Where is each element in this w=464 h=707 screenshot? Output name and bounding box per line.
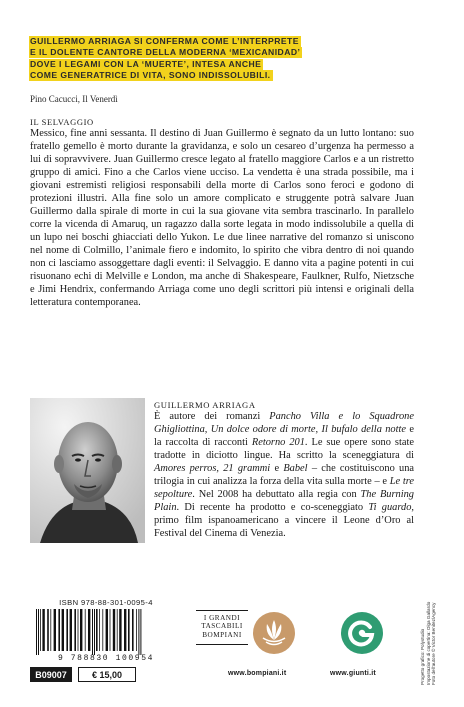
barcode-bar (102, 609, 103, 651)
barcode-bar (66, 609, 68, 651)
barcode-bar (50, 609, 51, 651)
bompiani-url: www.bompiani.it (228, 670, 287, 677)
isbn-barcode (30, 598, 182, 666)
barcode-bar (92, 609, 93, 655)
barcode-bar (94, 609, 95, 655)
quote-line: E IL DOLENTE CANTORE DELLA MODERNA ‘MEXICANIDAD’ (30, 47, 301, 58)
bompiani-logo (253, 612, 295, 654)
isbn-label: ISBN 978-88-301-0095-4 (59, 598, 153, 607)
series-line-1: I GRANDI (203, 614, 241, 622)
credit-line: Impostazione di copertina: Olga Gallardo (425, 601, 431, 685)
barcode-bar (42, 609, 44, 651)
series-rule-top (196, 610, 248, 611)
barcode-bar (54, 609, 56, 651)
quote-attribution: Pino Cacucci, Il Venerdì (30, 94, 118, 104)
product-code: B09007 (30, 667, 72, 682)
barcode-bar (96, 609, 98, 651)
barcode-bar (74, 609, 76, 651)
barcode-bar (78, 609, 79, 651)
quote-line: DOVE I LEGAMI CON LA ‘MUERTE’, INTESA ANCHE (30, 58, 262, 69)
barcode-bar (124, 609, 126, 651)
barcode-bar (47, 609, 49, 651)
series-rule-bottom (196, 644, 248, 645)
giunti-url: www.giunti.it (330, 670, 376, 677)
synopsis-text: Messico, fine anni sessanta. Il destino di Juan Guillermo è segnato da un lutto lontano: suo fratello gemello è morto durante la gravidanza, e solo un cesareo d’urgenza ha permesso a lui di sopravvivere. Juan Guillermo cresce legato al fratello maggiore Carlos e a un ristretto gruppo di amici. Fino a che Carlos viene ucciso. La vendetta è una strada possibile, ma i giovani estremisti religiosi responsabili della morte di Carlos sono feroci e godono di protezioni illustri. Alla fine solo un amore complicato e struggente potrà salvare Juan Guillermo dalla spirale di morte in cui la sua giovane vita sembra trascinarlo. In parallelo corre la vicenda di Amaruq, un ragazzo dalla sorte legata in modo indissolubile a quella di un lupo nei boschi ghiacciati dello Yukon. Le due linee narrative del romanzo si uniscono nel nome di Colmillo, l’animale fiero e indomito, lo spirito che vibra dentro di noi quando non ci lasciamo assoggettare dagli eventi: il Selvaggio. E danno vita a pagine potenti in cui risuonano echi di Melville e London, ma anche di Shakespeare, Faulkner, Rulfo, Nietzsche e Jimi Hendrix, confermando Arriaga come uno degli scrittori più intensi e originali della letteratura contemporanea. (30, 128, 414, 308)
giunti-mark-icon (341, 612, 383, 654)
barcode-bar (99, 609, 100, 651)
lotus-icon (253, 612, 295, 654)
barcode-bar (119, 609, 121, 651)
barcode-bar (62, 609, 64, 651)
author-bio (154, 410, 414, 540)
series-line-3: BOMPIANI (202, 630, 242, 639)
series-name (199, 614, 245, 639)
price: € 15,00 (78, 667, 136, 682)
barcode-bar (38, 609, 39, 655)
author-name: GUILLERMO ARRIAGA (154, 400, 256, 410)
author-bio-text: È autore dei romanzi Pancho Villa e lo Squadrone Ghigliottina, Un dolce odore di morte, Il bufalo della notte e la raccolta di racconti Retorno 201. Le sue opere sono state tradotte in diciotto lingue. Ha scritto la sceneggiatura di Amores perros, 21 grammi e Babel – che costituiscono una trilogia in cui analizza la forza della vita sulla morte – e Le tre sepolture. Nel 2008 ha debuttato alla regia con The Burning Plain. Di recente ha prodotto e co-sceneggiato Ti guardo, primo film ispanoamericano a vincere il Leone d’Oro al Festival del Cinema di Venezia. (154, 411, 415, 539)
credit-line: Progetto grafico: Polystudio (420, 628, 425, 685)
book-synopsis (30, 127, 414, 309)
barcode-bar (88, 609, 90, 651)
barcode-bar (140, 609, 141, 655)
barcode-bar (58, 609, 60, 651)
quote-line: COME GENERATRICE DI VITA, SONO INDISSOLUBILI. (30, 70, 271, 81)
barcode-bar (138, 609, 139, 655)
series-line-2: TASCABILI (201, 622, 243, 631)
barcode-bar (36, 609, 37, 655)
author-portrait-image (30, 398, 145, 543)
credit-line: Foto dell’autore © Victor Benitez/Agency (431, 602, 437, 685)
barcode-bar (106, 609, 108, 651)
giunti-logo (341, 612, 383, 654)
barcode-digits: 9 788830 100954 (57, 654, 154, 663)
quote-line: GUILLERMO ARRIAGA SI CONFERMA COME L’INTERPRETE (30, 36, 299, 46)
barcode-bar (113, 609, 115, 651)
barcode-bar (136, 609, 137, 651)
author-photo (30, 398, 145, 543)
credits (420, 597, 437, 685)
barcode-bar (40, 609, 41, 651)
barcode-bar (128, 609, 130, 651)
book-title: IL SELVAGGIO (30, 117, 94, 127)
barcode-bar (110, 609, 111, 651)
press-quote (29, 36, 349, 82)
barcode-bars (34, 609, 178, 655)
barcode-bar (80, 609, 82, 651)
barcode-bar (70, 609, 72, 651)
barcode-bar (132, 609, 134, 651)
barcode-bar (85, 609, 86, 651)
barcode-bar (117, 609, 118, 651)
